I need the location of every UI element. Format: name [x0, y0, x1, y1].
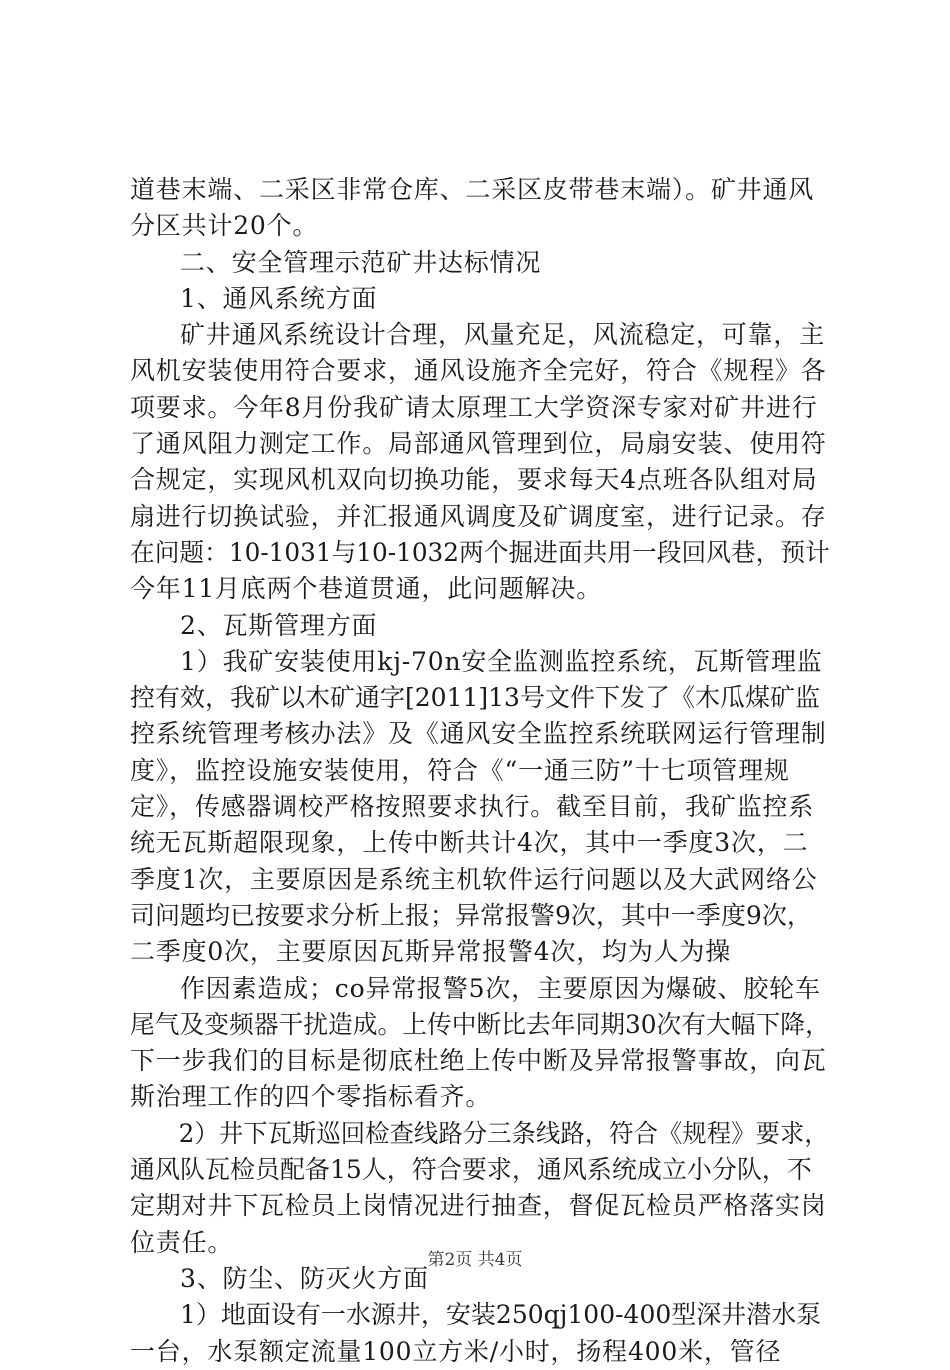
text-line: 作因素造成；co异常报警5次，主要原因为爆破、胶轮车	[180, 973, 821, 1003]
text-line: 3、防尘、防灭火方面	[180, 1263, 429, 1293]
text-line: 1）地面设有一水源井，安装250qj100-400型深井潜水泵	[180, 1300, 822, 1330]
text-line: 道巷末端、二采区非常仓库、二采区皮带巷末端）。矿井通风	[130, 175, 815, 204]
text-line: 矿井通风系统设计合理，风量充足，风流稳定，可靠，主	[180, 320, 826, 350]
text-line: 尾气及变频器干扰造成。上传中断比去年同期30次有大幅下降，	[130, 1009, 830, 1039]
text-line: 下一步我们的目标是彻底杜绝上传中断及异常报警事故，向瓦	[130, 1046, 827, 1076]
page-footer: 第2页 共4页	[427, 1250, 523, 1270]
text-line: 斯治理工作的四个零指标看齐。	[130, 1082, 492, 1112]
text-line: 季度1次，主要原因是系统主机软件运行问题以及大武网络公	[130, 864, 818, 894]
text-line: 风机安装使用符合要求，通风设施齐全完好，符合《规程》各	[130, 356, 827, 386]
text-line: 通风队瓦检员配备15人，符合要求，通风系统成立小分队，不	[130, 1155, 812, 1185]
text-line: 了通风阻力测定工作。局部通风管理到位，局扇安装、使用符	[130, 429, 827, 459]
text-line: 定期对井下瓦检员上岗情况进行抽查，督促瓦检员严格落实岗	[130, 1191, 827, 1221]
text-line: 一台，水泵额定流量100立方米/小时，扬程400米，管径	[130, 1336, 782, 1366]
text-line: 定》，传感器调校严格按照要求执行。截至目前，我矿监控系	[130, 792, 815, 822]
text-line: 项要求。今年8月份我矿请太原理工大学资深专家对矿井进行	[130, 392, 818, 422]
text-line: 2、瓦斯管理方面	[180, 610, 378, 640]
text-line: 控有效，我矿以木矿通字[2011]13号文件下发了《木瓜煤矿监	[130, 683, 820, 713]
text-line: 二季度0次，主要原因瓦斯异常报警4次，均为人为操	[130, 937, 732, 967]
text-line: 今年11月底两个巷道贯通，此问题解决。	[130, 574, 603, 604]
text-line: 2）井下瓦斯巡回检查线路分三条线路，符合《规程》要求，	[178, 1118, 829, 1148]
text-line: 1）我矿安装使用kj-70n安全监测监控系统，瓦斯管理监	[180, 646, 823, 676]
document-body	[130, 172, 830, 1370]
text-line: 分区共计20个。	[130, 211, 319, 241]
text-line: 统无瓦斯超限现象，上传中断共计4次，其中一季度3次，二	[130, 828, 809, 858]
text-line: 合规定，实现风机双向切换功能，要求每天4点班各队组对局	[130, 465, 818, 495]
text-line: 在问题：10-1031与10-1032两个掘进面共用一段回风巷，预计	[130, 537, 830, 567]
text-line: 1、通风系统方面	[180, 283, 378, 313]
text-line: 控系统管理考核办法》及《通风安全监控系统联网运行管理制	[130, 719, 827, 749]
text-line: 度》，监控设施安装使用，符合《“一通三防”十七项管理规	[130, 755, 790, 785]
text-line: 位责任。	[130, 1227, 234, 1257]
text-line: 司问题均已按要求分析上报；异常报警9次，其中一季度9次，	[130, 900, 812, 930]
text-line: 二、安全管理示范矿井达标情况	[180, 247, 542, 277]
text-line: 扇进行切换试验，并汇报通风调度及矿调度室，进行记录。存	[130, 501, 827, 531]
